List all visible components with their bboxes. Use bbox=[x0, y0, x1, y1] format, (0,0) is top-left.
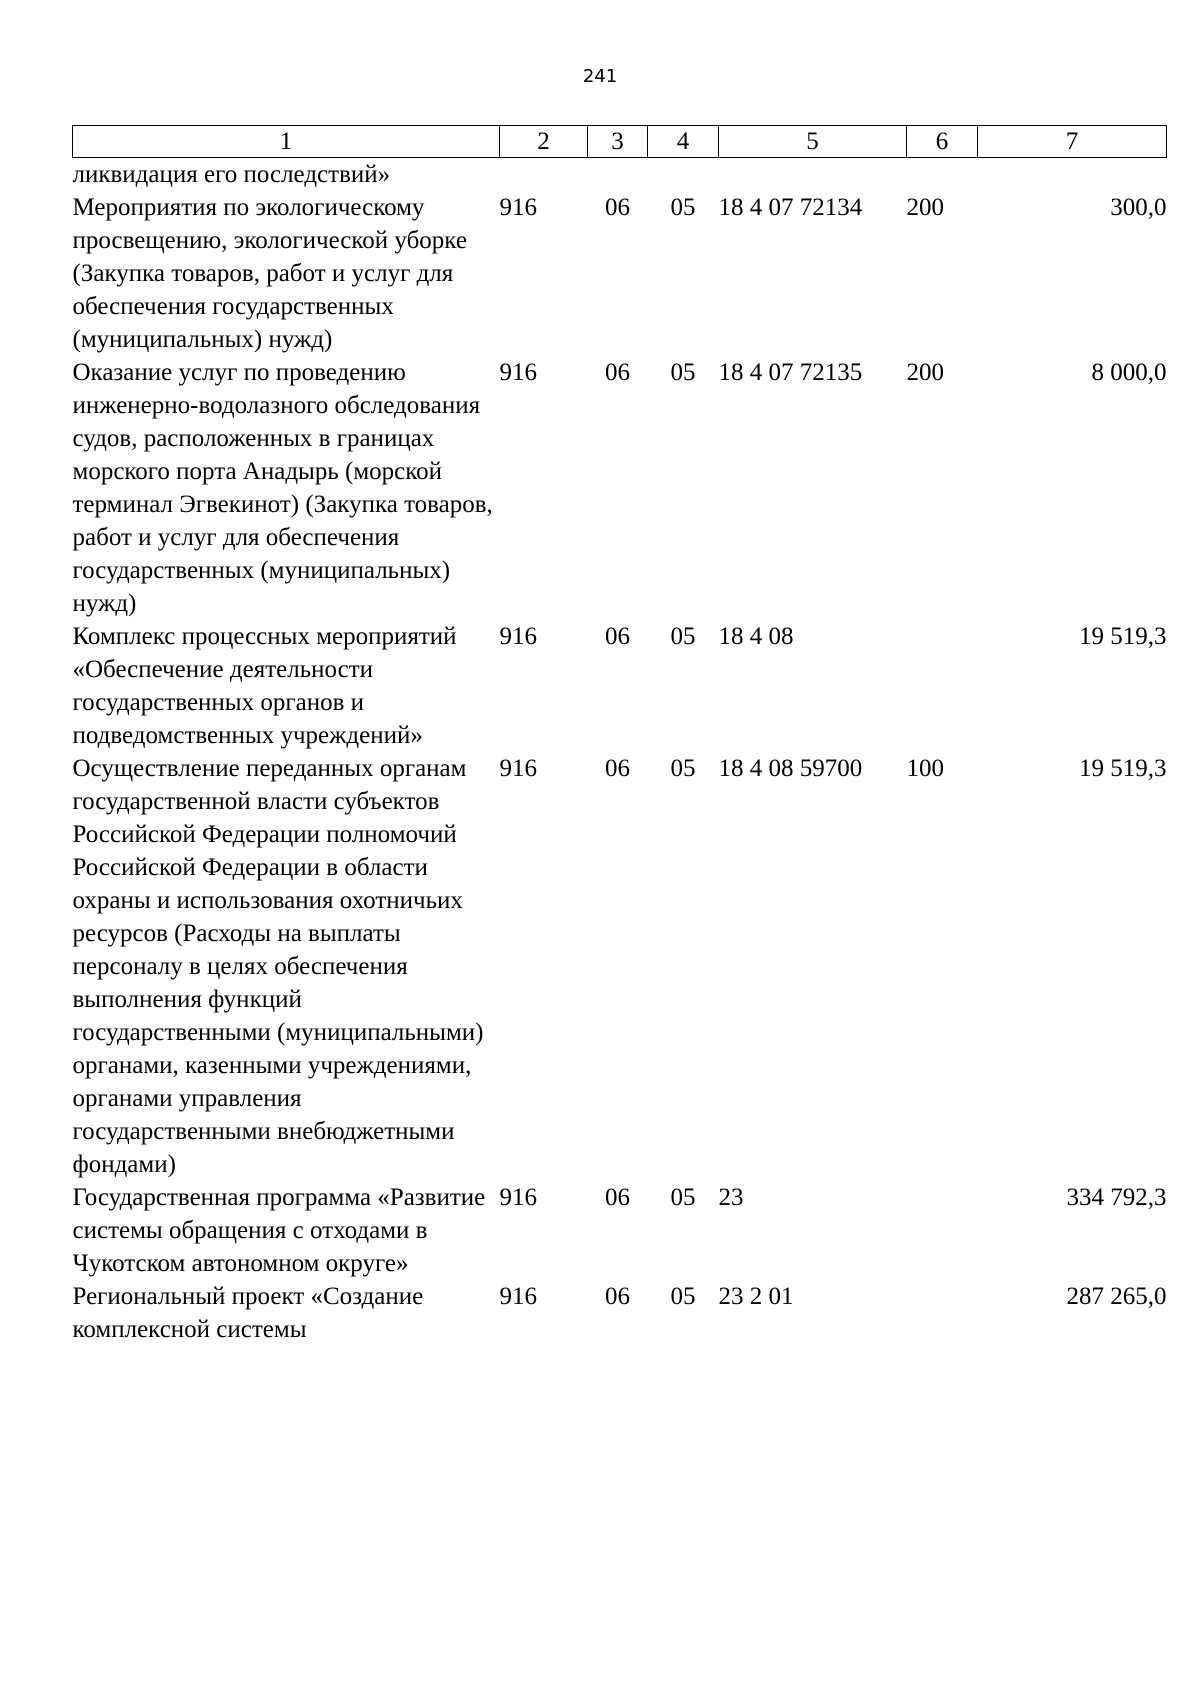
row-expense-type: 200 bbox=[906, 194, 944, 221]
row-amount: 8 000,0 bbox=[1091, 359, 1167, 386]
row-code: 916 bbox=[499, 1184, 537, 1211]
row-name: Оказание услуг по проведению инженерно-водолазного обследования судов, расположенных в границах морского порта Анадырь (морской терминал Эгвекинот) (Закупка товаров, работ и услуг для обеспечения государственных (муниципальных) нужд) bbox=[72, 359, 493, 617]
row-code: 916 bbox=[499, 623, 537, 650]
row-section: 06 bbox=[605, 194, 630, 221]
row-amount: 334 792,3 bbox=[1066, 1184, 1167, 1211]
row-target-article: 18 4 08 bbox=[718, 623, 794, 650]
budget-table bbox=[72, 125, 1167, 1346]
column-header-7: 7 bbox=[978, 126, 1167, 158]
table-row bbox=[73, 191, 1167, 356]
row-code: 916 bbox=[499, 1283, 537, 1310]
row-section: 06 bbox=[605, 1283, 630, 1310]
row-amount: 19 519,3 bbox=[1079, 755, 1167, 782]
row-section: 06 bbox=[605, 1184, 630, 1211]
row-expense-type: 200 bbox=[906, 359, 944, 386]
row-subsection: 05 bbox=[670, 359, 696, 386]
column-header-1: 1 bbox=[73, 126, 500, 158]
row-section: 06 bbox=[605, 623, 630, 650]
row-target-article: 23 2 01 bbox=[718, 1283, 794, 1310]
column-header-5: 5 bbox=[719, 126, 907, 158]
page-number: 241 bbox=[582, 66, 618, 87]
row-section bbox=[588, 158, 648, 192]
row-code: 916 bbox=[499, 755, 537, 782]
row-section: 06 bbox=[605, 755, 630, 782]
row-amount bbox=[978, 158, 1167, 192]
row-name: Осуществление переданных органам государственной власти субъектов Российской Федерации полномочий Российской Федерации в области охраны и использования охотничьих ресурсов (Расходы на выплаты персоналу в целях обеспечения выполнения функций государственными (муниципальными) органами, казенными учреждениями, органами управления государственными внебюджетными фондами) bbox=[72, 755, 484, 1178]
row-target-article: 18 4 08 59700 bbox=[718, 755, 863, 782]
row-target-article: 18 4 07 72134 bbox=[718, 194, 863, 221]
row-expense-type bbox=[907, 1280, 978, 1346]
row-name: Комплекс процессных мероприятий «Обеспечение деятельности государственных органов и подведомственных учреждений» bbox=[72, 623, 457, 749]
header-row bbox=[73, 126, 1167, 158]
table-row bbox=[73, 1280, 1167, 1346]
row-code: 916 bbox=[499, 359, 537, 386]
row-expense-type bbox=[907, 620, 978, 752]
row-subsection bbox=[648, 158, 719, 192]
column-header-6: 6 bbox=[907, 126, 978, 158]
table-row bbox=[73, 158, 1167, 192]
row-name: Мероприятия по экологическому просвещению, экологической уборке (Закупка товаров, работ и услуг для обеспечения государственных (муниципальных) нужд) bbox=[72, 194, 467, 353]
row-target-article bbox=[719, 158, 907, 192]
table-row bbox=[73, 356, 1167, 620]
row-amount: 300,0 bbox=[1110, 194, 1167, 221]
row-subsection: 05 bbox=[670, 755, 696, 782]
column-header-3: 3 bbox=[588, 126, 648, 158]
row-subsection: 05 bbox=[670, 194, 696, 221]
row-subsection: 05 bbox=[670, 623, 696, 650]
row-code bbox=[500, 158, 588, 192]
row-target-article: 18 4 07 72135 bbox=[718, 359, 863, 386]
row-amount: 287 265,0 bbox=[1066, 1283, 1167, 1310]
row-subsection: 05 bbox=[670, 1184, 696, 1211]
row-subsection: 05 bbox=[670, 1283, 696, 1310]
row-expense-type: 100 bbox=[906, 755, 944, 782]
row-expense-type bbox=[907, 158, 978, 192]
row-code: 916 bbox=[499, 194, 537, 221]
table-row bbox=[73, 1181, 1167, 1280]
column-header-2: 2 bbox=[500, 126, 588, 158]
column-header-4: 4 bbox=[648, 126, 719, 158]
table-row bbox=[73, 752, 1167, 1181]
row-target-article: 23 bbox=[718, 1184, 744, 1211]
row-expense-type bbox=[907, 1181, 978, 1280]
row-amount: 19 519,3 bbox=[1079, 623, 1167, 650]
row-section: 06 bbox=[605, 359, 630, 386]
row-name: Государственная программа «Развитие системы обращения с отходами в Чукотском автономном округе» bbox=[72, 1184, 486, 1277]
table-row bbox=[73, 620, 1167, 752]
row-name: Региональный проект «Создание комплексной системы bbox=[72, 1283, 424, 1343]
row-name: ликвидация его последствий» bbox=[72, 161, 391, 188]
